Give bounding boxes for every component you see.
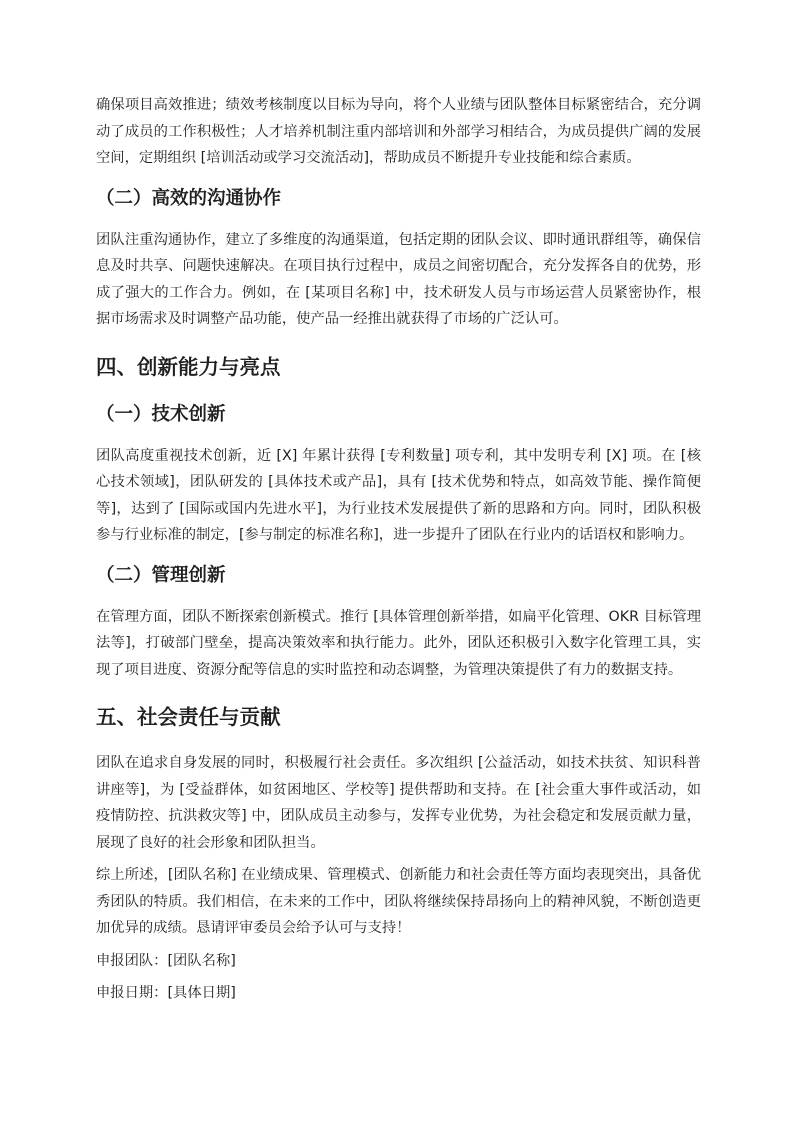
paragraph-management-system: 确保项目高效推进；绩效考核制度以目标为导向，将个人业绩与团队整体目标紧密结合，充分调动了成员的工作积极性；人才培养机制注重内部培训和外部学习相结合，为成员提供广阔的发展空间，定期组织 [培训活动或学习交流活动]，帮助成员不断提升专业技能和综合素质。 (96, 97, 701, 166)
paragraph-social-responsibility: 团队在追求自身发展的同时，积极履行社会责任。多次组织 [公益活动，如技术扶贫、知识科普讲座等]，为 [受益群体，如贫困地区、学校等] 提供帮助和支持。在 [社会重大事件或活动，如疫情防控、抗洪救灾等] 中，团队成员主动参与，发挥专业优势，为社会稳定和发展贡献力量，展现了良好的社会形象和团队担当。 (96, 755, 701, 851)
paragraph-communication: 团队注重沟通协作，建立了多维度的沟通渠道，包括定期的团队会议、即时通讯群组等，确保信息及时共享、问题快速解决。在项目执行过程中，成员之间密切配合，充分发挥各自的优势，形成了强大的工作合力。例如，在 [某项目名称] 中，技术研发人员与市场运营人员紧密协作，根据市场需求及时调整产品功能，使产品一经推出就获得了市场的广泛认可。 (96, 231, 701, 327)
application-date: 申报日期：[具体日期] (96, 985, 236, 1001)
heading-innovation: 四、创新能力与亮点 (96, 354, 281, 379)
heading-tech-innovation: （一）技术创新 (96, 403, 226, 425)
heading-management-innovation: （二）管理创新 (96, 564, 226, 586)
applicant-team: 申报团队：[团队名称] (96, 952, 236, 969)
heading-communication: （二）高效的沟通协作 (96, 187, 282, 209)
paragraph-summary: 综上所述，[团队名称] 在业绩成果、管理模式、创新能力和社会责任等方面均表现突出，具备优秀团队的特质。我们相信，在未来的工作中，团队将继续保持昂扬向上的精神风貌，不断创造更加优异的成绩。恳请评审委员会给予认可与支持！ (96, 867, 701, 936)
paragraph-tech-innovation: 团队高度重视技术创新，近 [X] 年累计获得 [专利数量] 项专利，其中发明专利 [X] 项。在 [核心技术领域]，团队研发的 [具体技术或产品]，具有 [技术优势和特点，如高效节能、操作简便等]，达到了 [国际或国内先进水平]，为行业技术发展提供了新的思路和方向。同时，团队积极参与行业标准的制定，[参与制定的标准名称]，进一步提升了团队在行业内的话语权和影响力。 (96, 447, 701, 543)
paragraph-management-innovation: 在管理方面，团队不断探索创新模式。推行 [具体管理创新举措，如扁平化管理、OKR 目标管理法等]，打破部门壁垒，提高决策效率和执行能力。此外，团队还积极引入数字化管理工具，实现了项目进度、资源分配等信息的实时监控和动态调整，为管理决策提供了有力的数据支持。 (96, 608, 701, 678)
document-page (96, 92, 701, 1013)
heading-social-responsibility: 五、社会责任与贡献 (96, 705, 281, 729)
